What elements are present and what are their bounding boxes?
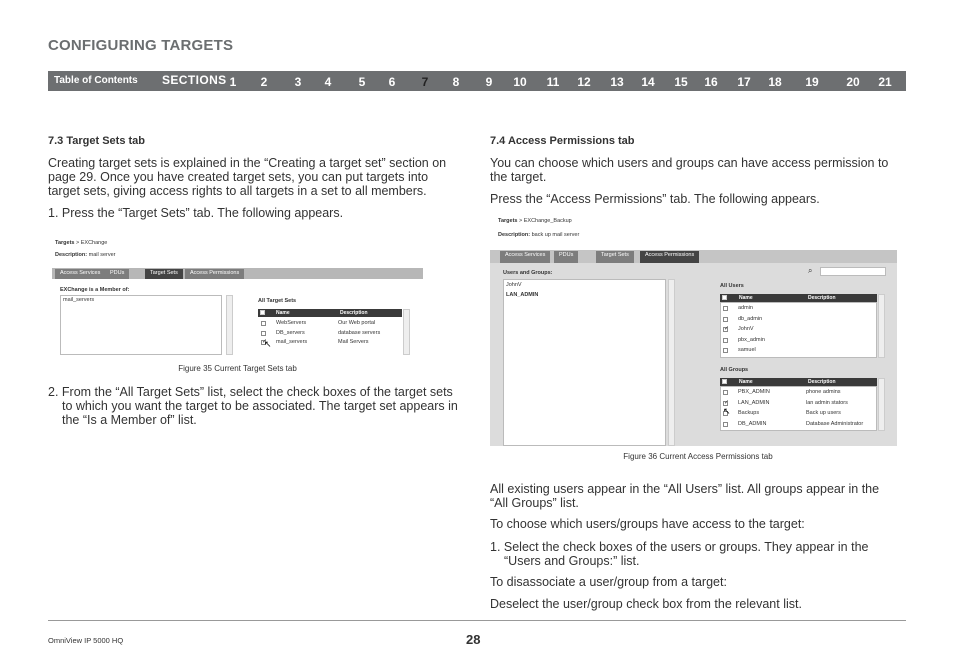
table-of-contents-link[interactable]: Table of Contents [54,75,138,86]
figure-caption: Figure 35 Current Target Sets tab [178,364,297,373]
section-link-10[interactable]: 10 [513,75,527,89]
row-name: pbx_admin [738,336,765,343]
row-checkbox[interactable] [723,327,728,332]
search-icon[interactable]: ⌕ [808,266,813,275]
select-all-checkbox[interactable] [260,310,265,315]
row-checkbox[interactable] [723,306,728,311]
row-name: WebServers [276,320,307,326]
section-link-17[interactable]: 17 [737,75,751,89]
section-link-4[interactable]: 4 [324,75,332,89]
paragraph: All existing users appear in the “All Users” list. All groups appear in the “All Groups” list. [490,482,880,510]
row-checkbox[interactable] [723,390,728,395]
row-description: Mail Servers [338,339,369,345]
row-name: JohnV [738,326,754,332]
tab-bar [52,268,423,279]
page-number: 28 [466,632,481,647]
row-name: Backups [738,410,760,416]
list-item[interactable]: JohnV [506,282,522,288]
column-description: Description [808,379,836,385]
row-description: Our Web portal [338,320,376,326]
scrollbar[interactable] [226,295,233,355]
table-header [258,309,402,317]
tab-access-permissions[interactable]: Access Permissions [640,251,699,263]
paragraph: Deselect the user/group check box from the relevant list. [490,597,802,611]
breadcrumb: Targets > EXChange [55,240,108,246]
product-name: OmniView IP 5000 HQ [48,636,124,645]
tab-pdus[interactable]: PDUs [105,269,129,279]
figure-caption: Figure 36 Current Access Permissions tab [623,452,773,461]
users-and-groups-label: Users and Groups: [503,270,553,276]
figure-35-screenshot [52,235,423,356]
select-all-checkbox[interactable] [722,379,727,384]
member-of-label: EXChange is a Member of: [60,287,130,293]
member-of-list[interactable] [60,295,222,355]
groups-table-header [720,378,877,386]
section-link-19[interactable]: 19 [805,75,819,89]
all-users-label: All Users [720,283,744,289]
section-heading-access-permissions: 7.4 Access Permissions tab [490,135,635,147]
row-name: LAN_ADMIN [738,399,770,406]
tab-target-sets[interactable]: Target Sets [145,269,183,279]
row-checkbox[interactable] [723,401,728,406]
row-checkbox[interactable] [723,338,728,343]
column-name: Name [739,295,753,301]
section-link-20[interactable]: 20 [846,75,860,89]
row-name: db_admin [738,315,763,322]
step-1: 1. Select the check boxes of the users or groups. They appear in the “Users and Groups:” list. [490,540,869,568]
tab-access-services[interactable]: Access Services [55,269,105,279]
row-description: Back up users [806,410,841,416]
paragraph: To choose which users/groups have access to the target: [490,517,805,531]
section-link-18[interactable]: 18 [768,75,782,89]
row-name: PBX_ADMIN [738,389,770,395]
list-item[interactable]: mail_servers [63,297,95,303]
scrollbar[interactable] [878,378,885,431]
section-link-7[interactable]: 7 [421,75,429,89]
mouse-cursor-icon: ↖ [264,339,272,349]
row-name: samuel [738,347,756,353]
tab-access-permissions[interactable]: Access Permissions [185,269,244,279]
paragraph: You can choose which users and groups can have access permission to the target. [490,156,889,184]
row-checkbox[interactable] [723,317,728,322]
all-groups-label: All Groups [720,367,749,373]
sections-label: SECTIONS [162,73,227,87]
description: Description: mail server [55,252,116,258]
column-name: Name [276,310,290,316]
section-link-3[interactable]: 3 [294,75,302,89]
scrollbar[interactable] [668,279,675,446]
section-heading-target-sets: 7.3 Target Sets tab [48,135,145,147]
users-and-groups-list[interactable] [503,279,666,446]
section-link-11[interactable]: 11 [546,75,560,89]
breadcrumb: Targets > EXChange_Backup [498,218,572,224]
row-name: DB_ADMIN [738,420,767,427]
figure-36-screenshot [490,214,897,446]
tab-bar [490,250,897,263]
all-target-sets-label: All Target Sets [258,298,297,304]
column-description: Description [808,295,836,301]
paragraph: Creating target sets is explained in the “Creating a target set” section on page 29. Once you have created target sets, you can put targets into target sets, giving access rights to all targets in a set to all members. [48,156,447,198]
section-link-13[interactable]: 13 [610,75,624,89]
column-description: Description [340,310,368,316]
section-link-14[interactable]: 14 [641,75,655,89]
section-link-9[interactable]: 9 [485,75,493,89]
list-item[interactable]: LAN_ADMIN [506,292,539,298]
section-link-8[interactable]: 8 [452,75,460,89]
users-table-header [720,294,877,302]
select-all-checkbox[interactable] [722,295,727,300]
row-description: database servers [338,329,381,336]
tab-access-services[interactable]: Access Services [500,251,550,263]
row-name: DB_servers [276,329,305,336]
mouse-cursor-icon: ↖ [723,406,731,416]
scrollbar[interactable] [878,294,885,358]
footer-divider [48,620,906,621]
tab-target-sets[interactable]: Target Sets [596,251,634,263]
section-link-1[interactable]: 1 [229,75,237,89]
paragraph: To disassociate a user/group from a target: [490,575,727,589]
step-2: 2. From the “All Target Sets” list, select the check boxes of the target sets to which you want the target to be associated. The target set appears in the “Is a Member of” list. [48,385,458,427]
row-description: lan admin stators [806,399,848,406]
row-name: admin [738,305,753,311]
tab-pdus[interactable]: PDUs [554,251,578,263]
search-input[interactable] [820,267,886,276]
column-name: Name [739,379,753,385]
row-name: mail_servers [276,339,308,345]
row-checkbox[interactable] [261,331,266,336]
description: Description: back up mail server [498,232,580,238]
paragraph: Press the “Access Permissions” tab. The following appears. [490,192,820,206]
section-navbar [48,71,906,91]
section-link-16[interactable]: 16 [704,75,718,89]
section-link-15[interactable]: 15 [674,75,688,89]
row-description: Database Administrator [806,420,864,427]
scrollbar[interactable] [403,309,410,355]
page-title: CONFIGURING TARGETS [48,37,234,54]
section-link-2[interactable]: 2 [260,75,268,89]
section-link-6[interactable]: 6 [388,75,396,89]
row-description: phone admins [806,389,841,395]
row-checkbox[interactable] [261,321,266,326]
row-checkbox[interactable] [723,422,728,427]
section-link-12[interactable]: 12 [577,75,591,89]
row-checkbox[interactable] [723,348,728,353]
section-link-21[interactable]: 21 [878,75,892,89]
step-1: 1. Press the “Target Sets” tab. The following appears. [48,206,344,220]
section-link-5[interactable]: 5 [358,75,366,89]
